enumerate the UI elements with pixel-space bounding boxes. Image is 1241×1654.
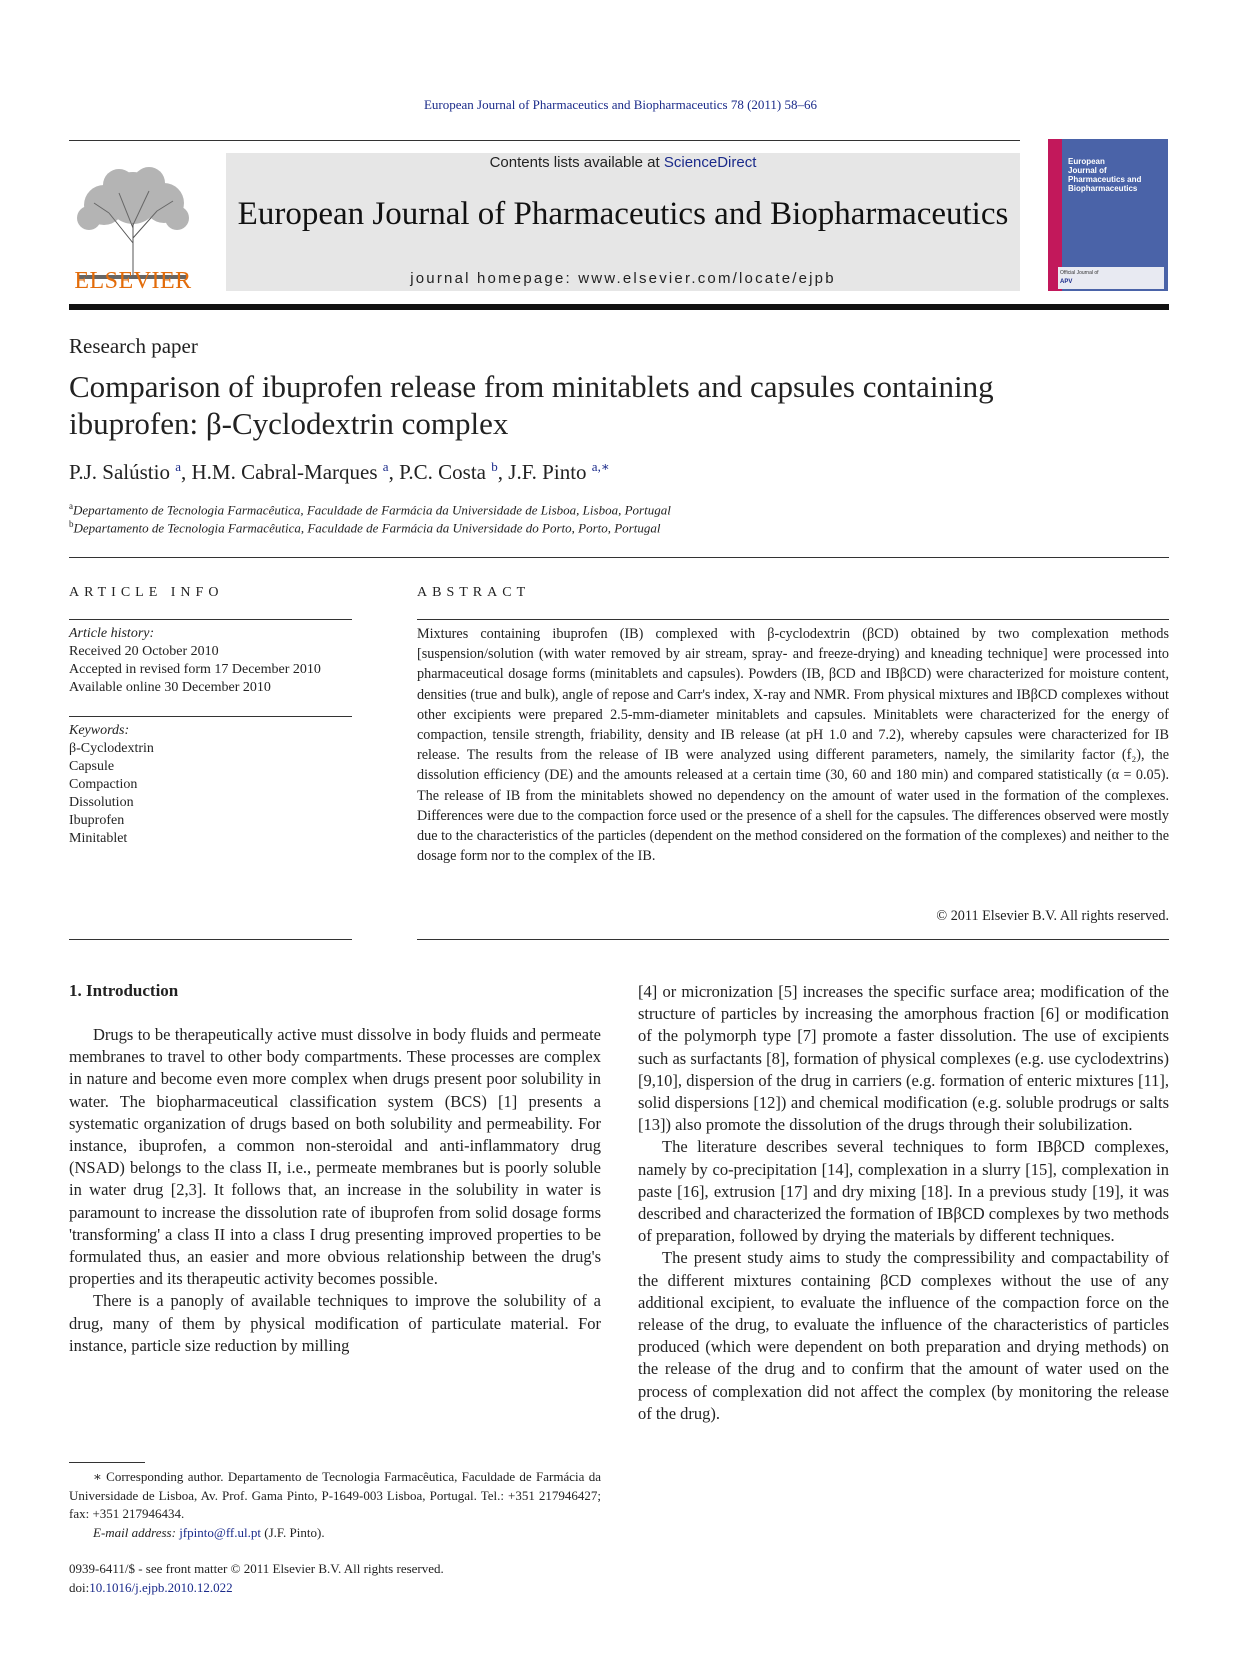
author-name: H.M. Cabral-Marques (191, 460, 378, 484)
contents-prefix: Contents lists available at (489, 154, 664, 171)
author-affil-mark[interactable]: a,∗ (591, 459, 610, 474)
affiliation-mark: a (69, 501, 73, 511)
received-date: Received 20 October 2010 (69, 644, 219, 659)
author-list: P.J. Salústio $^a$, H.M. Cabral-Marques $^a$, P.C. Costa $^b$, J.F. Pinto $^{a,∗}$ (69, 459, 610, 484)
email-link[interactable]: jfpinto@ff.ul.pt (179, 1524, 261, 1540)
doi-label: doi: (69, 1580, 90, 1595)
abstract-text: Mixtures containing ibuprofen (IB) complexed with β-cyclodextrin (βCD) obtained by two complexation methods [suspension/solution (with water removed by air stream, spray- and freeze-drying) and kneading technique] were processed into pharmaceutical dosage forms (minitablets and capsules). Powders (IB, βCD and IBβCD) were characterized for moisture content, densities (true and bulk), angle of repose and Carr's index, X-ray and NMR. From physical mixtures and IBβCD complexes without other excipients were prepared 2.5-mm-diameter minitablets and capsules. Minitablets were characterized for the energy of compaction, tensile strength, friability, density and IB release (at pH 1.0 and 7.2), whereby capsules were characterized for IB release. The results from the release of IB were analyzed using different parameters, namely, the similarity factor (f₂), the dissolution efficiency (DE) and the amounts released at a certain time (30, 60 and 180 min) and compared statistically (α = 0.05). The release of IB from the minitablets showed no dependency on the amount of water used in the formation of the complexes. Differences were due to the compaction force used or the presence of a shell for the capsules. The differences observed were mostly due to the characteristics of the particles (dependent on the method considered on the formation of the complexes) and neither to the dosage form nor to the complex of the IB. (417, 626, 1169, 865)
article-history (69, 625, 352, 697)
issn-line: 0939-6411/$ - see front matter © 2011 Elsevier B.V. All rights reserved. (69, 1561, 444, 1576)
paragraph: [4] or micronization [5] increases the specific surface area; modification of the structure of particles by increasing the amorphous fraction [6] or modification of the polymorph type [7] promote a faster dissolution. The use of excipients such as surfactants [8], formation of physical complexes (e.g. use cyclodextrins) [9,10], dispersion of the drug in carriers (e.g. formation of enteric mixtures [11], solid dispersions [12]) and chemical modification (e.g. soluble prodrugs or salts [13]) also promote the dissolution of the drugs through their solubilization. (638, 982, 1169, 1135)
doi-line (69, 1580, 233, 1596)
contents-line (226, 154, 1020, 171)
keyword: Minitablet (69, 831, 128, 846)
article-info-bottom-rule (69, 939, 352, 940)
title-line-1: Comparison of ibuprofen release from minitablets and capsules containing (69, 369, 994, 404)
cover-title-line: European (1068, 157, 1105, 166)
sciencedirect-link[interactable]: ScienceDirect (663, 154, 757, 171)
author-name: P.C. Costa (399, 460, 487, 484)
affiliation-text: Departamento de Tecnologia Farmacêutica, Faculdade de Farmácia da Universidade de Lisboa, Lisboa, Portugal (73, 502, 671, 518)
paragraph: The literature describes several techniques to form IBβCD complexes, namely by co-precipitation [14], complexation in a slurry [15], complexation in paste [16], extrusion [17] and dry mixing [18]. In a previous study [19], it was described and characterized the formation of IBβCD complexes by two methods of preparation, followed by drying the materials by different techniques. (638, 1137, 1169, 1246)
footnote-rule (69, 1462, 145, 1463)
abstract-heading: ABSTRACT (417, 585, 531, 600)
cover-title-line: Journal of (1068, 166, 1107, 175)
author-name: J.F. Pinto (508, 460, 587, 484)
journal-cover-thumbnail[interactable] (1048, 139, 1168, 291)
title-line-2: ibuprofen: β-Cyclodextrin complex (69, 406, 509, 441)
abstract-copyright: © 2011 Elsevier B.V. All rights reserved. (936, 908, 1169, 924)
paragraph: There is a panoply of available techniques to improve the solubility of a drug, many of them by physical modification of particulate material. For instance, particle size reduction by milling (69, 1291, 601, 1355)
body-column-right (638, 981, 1169, 1425)
affiliation-mark: b (69, 519, 74, 529)
author-affil-mark[interactable]: b (491, 459, 498, 474)
email-line (69, 1524, 601, 1543)
keyword: Ibuprofen (69, 813, 125, 828)
article-info-heading: ARTICLE INFO (69, 585, 224, 600)
revised-date: Accepted in revised form 17 December 2010 (69, 662, 321, 677)
author-affil-mark[interactable]: a (175, 459, 181, 474)
keywords-label: Keywords: (69, 723, 130, 738)
keyword: Compaction (69, 777, 138, 792)
keyword: Dissolution (69, 795, 134, 810)
corresponding-author-footnote (69, 1468, 601, 1542)
email-label: E-mail address: (93, 1524, 180, 1540)
author-affil-mark[interactable]: a (382, 459, 389, 474)
article-title (69, 368, 1169, 442)
affiliation-a (69, 501, 671, 518)
elsevier-wordmark[interactable]: ELSEVIER (74, 268, 192, 294)
email-suffix: (J.F. Pinto). (260, 1524, 325, 1540)
journal-reference[interactable]: European Journal of Pharmaceutics and Biopharmaceutics 78 (2011) 58–66 (423, 97, 817, 112)
header-thick-rule (69, 304, 1169, 310)
paragraph: Drugs to be therapeutically active must dissolve in body fluids and permeate membranes to travel to other body compartments. These processes are complex in nature and become even more complex when drugs present poor solubility in water. The biopharmaceutical classification system (BCS) [1] presents a systematic organization of drugs based on both solubility and permeability. For instance, ibuprofen, a common non-steroidal and anti-inflammatory drug (NSAD) belongs to the class II, i.e., permeate membranes but is poorly soluble in water drug [2,3]. It follows that, an increase in the solubility in water is paramount to increase the dissolution rate of ibuprofen from solid dosage forms 'transforming' a class II into a class I drug presenting improved properties to be formulated thus, an easier and more obvious relationship between the drug's properties and its therapeutic activity becomes possible. (69, 1025, 601, 1289)
cover-title (1068, 157, 1141, 193)
keyword: Capsule (69, 759, 115, 774)
cover-title-line: Pharmaceutics and (1068, 175, 1142, 184)
article-info-rule (69, 619, 352, 620)
affiliation-b (69, 519, 660, 536)
online-date: Available online 30 December 2010 (69, 680, 271, 695)
keyword: β-Cyclodextrin (69, 741, 154, 756)
keywords-rule (69, 716, 352, 717)
title-bottom-rule (69, 557, 1169, 558)
body-column-left (69, 1024, 601, 1357)
affiliation-text: Departamento de Tecnologia Farmacêutica, Faculdade de Farmácia da Universidade do Porto, Porto, Portugal (73, 520, 661, 536)
cover-society-logo: APV (1060, 279, 1073, 285)
author-name: P.J. Salústio (69, 460, 170, 484)
keywords-block (69, 722, 352, 848)
abstract-rule (417, 619, 1169, 620)
header-rule (69, 140, 1020, 141)
corresponding-text: ∗ Corresponding author. Departamento de Tecnologia Farmacêutica, Faculdade de Farmácia da Universidade de Lisboa, Av. Prof. Gama Pinto, P-1649-003 Lisboa, Portugal. Tel.: +351 217946427; fax: +351 217946434. (69, 1469, 601, 1521)
cover-title-line: Biopharmaceutics (1068, 184, 1138, 193)
journal-homepage[interactable]: journal homepage: www.elsevier.com/locate/ejpb (410, 270, 836, 287)
abstract-bottom-rule (417, 939, 1169, 940)
cover-official: Official Journal of (1060, 270, 1099, 276)
section-type: Research paper (69, 334, 198, 358)
journal-title: European Journal of Pharmaceutics and Biopharmaceutics (237, 196, 1009, 232)
history-label: Article history: (69, 626, 155, 641)
paragraph: The present study aims to study the compressibility and compactability of the different mixtures containing βCD complexes without the use of any additional excipient, to evaluate the influence of the compaction force on the release of the drug, to evaluate the influence of the characteristics of particles produced (which were dependent on both preparation and drying methods) on the release of the drug and to confirm that the amount of water used on the process of complexation did not affect the complex (by monitoring the release of the drug). (638, 1248, 1169, 1423)
section-heading: 1. Introduction (69, 981, 179, 1000)
doi-link[interactable]: 10.1016/j.ejpb.2010.12.022 (89, 1580, 233, 1595)
